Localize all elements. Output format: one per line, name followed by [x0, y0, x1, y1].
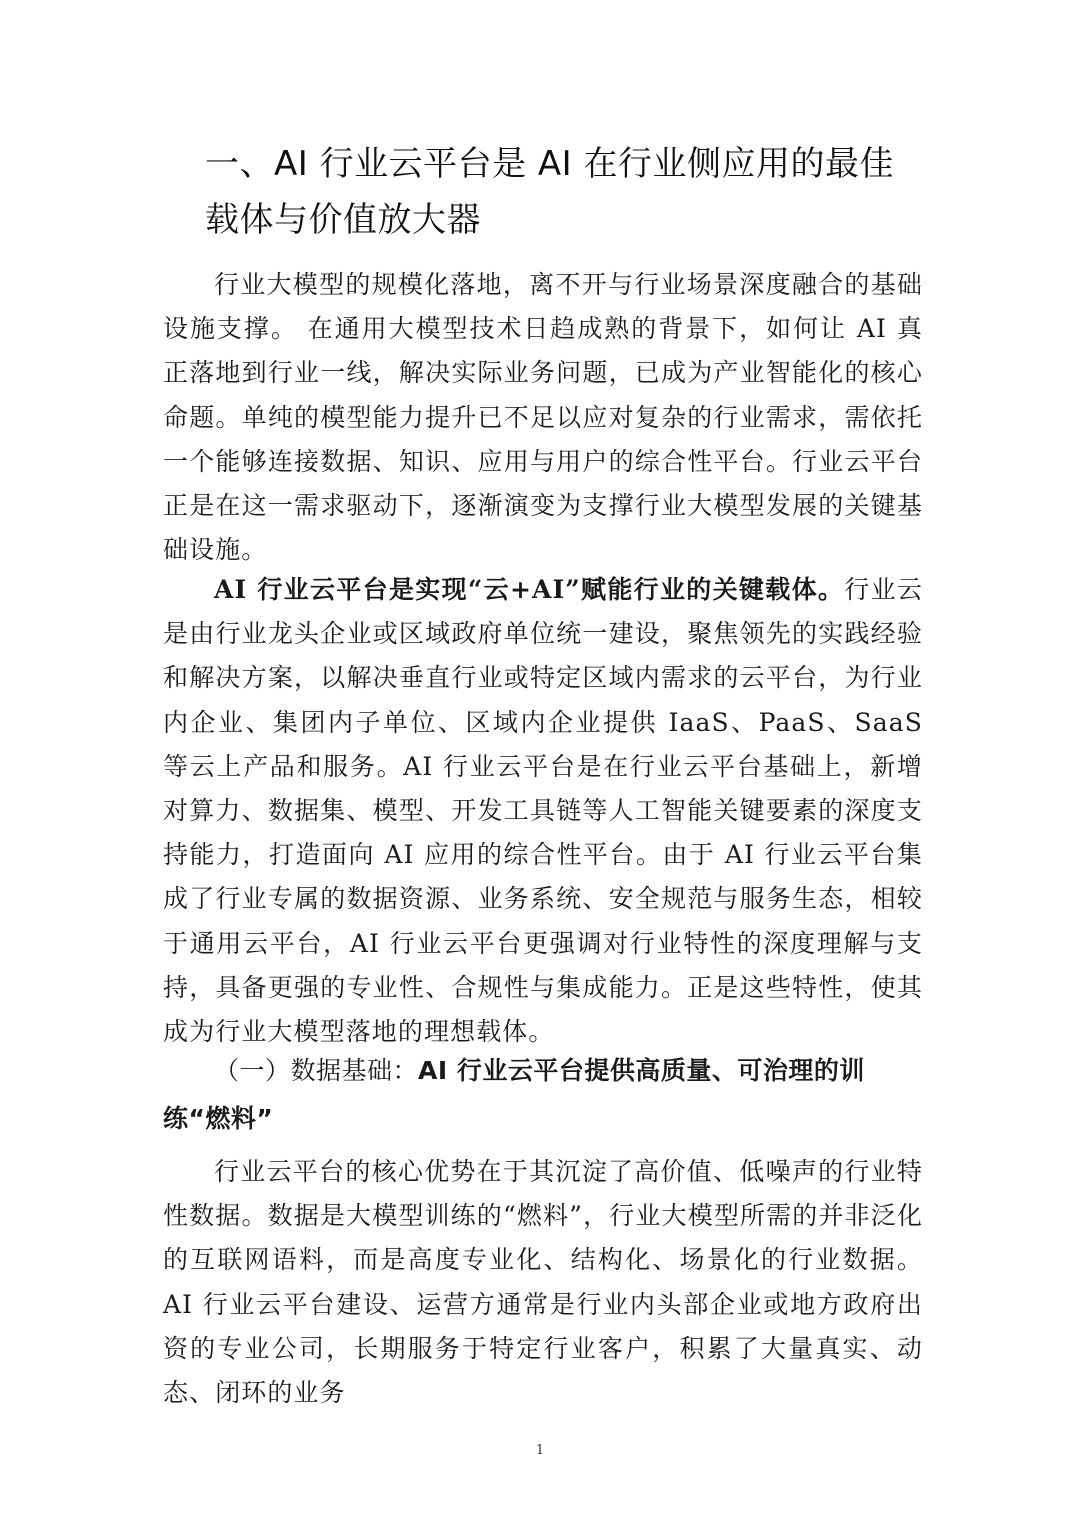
- paragraph-ai-industry-cloud: [163, 568, 923, 1054]
- paragraph-body: 行业云是由行业龙头企业或区域政府单位统一建设，聚焦领先的实践经验和解决方案，以解决垂直行业或特定区域内需求的云平台，为行业内企业、集团内子单位、区域内企业提供 IaaS、PaaS、SaaS 等云上产品和服务。AI 行业云平台是在行业云平台基础上，新增对算力、数据集、模型、开发工具链等人工智能关键要素的深度支持能力，打造面向 AI 应用的综合性平台。由于 AI 行业云平台集成了行业专属的数据资源、业务系统、安全规范与服务生态，相较于通用云平台，AI 行业云平台更强调对行业特性的深度理解与支持，具备更强的专业性、合规性与集成能力。正是这些特性，使其成为行业大模型落地的理想载体。: [163, 575, 923, 1047]
- subsection-heading: [163, 1047, 923, 1143]
- subsection-prefix: （一）数据基础：: [214, 1056, 419, 1085]
- page-number: 1: [535, 1443, 545, 1458]
- section-heading: 一、AI 行业云平台是 AI 在行业侧应用的最佳载体与价值放大器: [205, 144, 894, 240]
- paragraph-lead-sentence: AI 行业云平台是实现“云+AI”赋能行业的关键载体。: [214, 575, 845, 604]
- paragraph-industry-infrastructure: 行业大模型的规模化落地，离不开与行业场景深度融合的基础设施支撑。 在通用大模型技术日趋成熟的背景下，如何让 AI 真正落地到行业一线，解决实际业务问题，已成为产业智能化的核心命题。单纯的模型能力提升已不足以应对复杂的行业需求，需依托一个能够连接数据、知识、应用与用户的综合性平台。行业云平台正是在这一需求驱动下，逐渐演变为支撑行业大模型发展的关键基础设施。: [163, 270, 923, 565]
- subsection-title: AI 行业云平台提供高质量、可治理的训练“燃料”: [163, 1056, 865, 1133]
- paragraph-data-foundation: 行业云平台的核心优势在于其沉淀了高价值、低噪声的行业特性数据。数据是大模型训练的“燃料”，行业大模型所需的并非泛化的互联网语料，而是高度专业化、结构化、场景化的行业数据。AI 行业云平台建设、运营方通常是行业内头部企业或地方政府出资的专业公司，长期服务于特定行业客户，积累了大量真实、动态、闭环的业务: [163, 1157, 923, 1408]
